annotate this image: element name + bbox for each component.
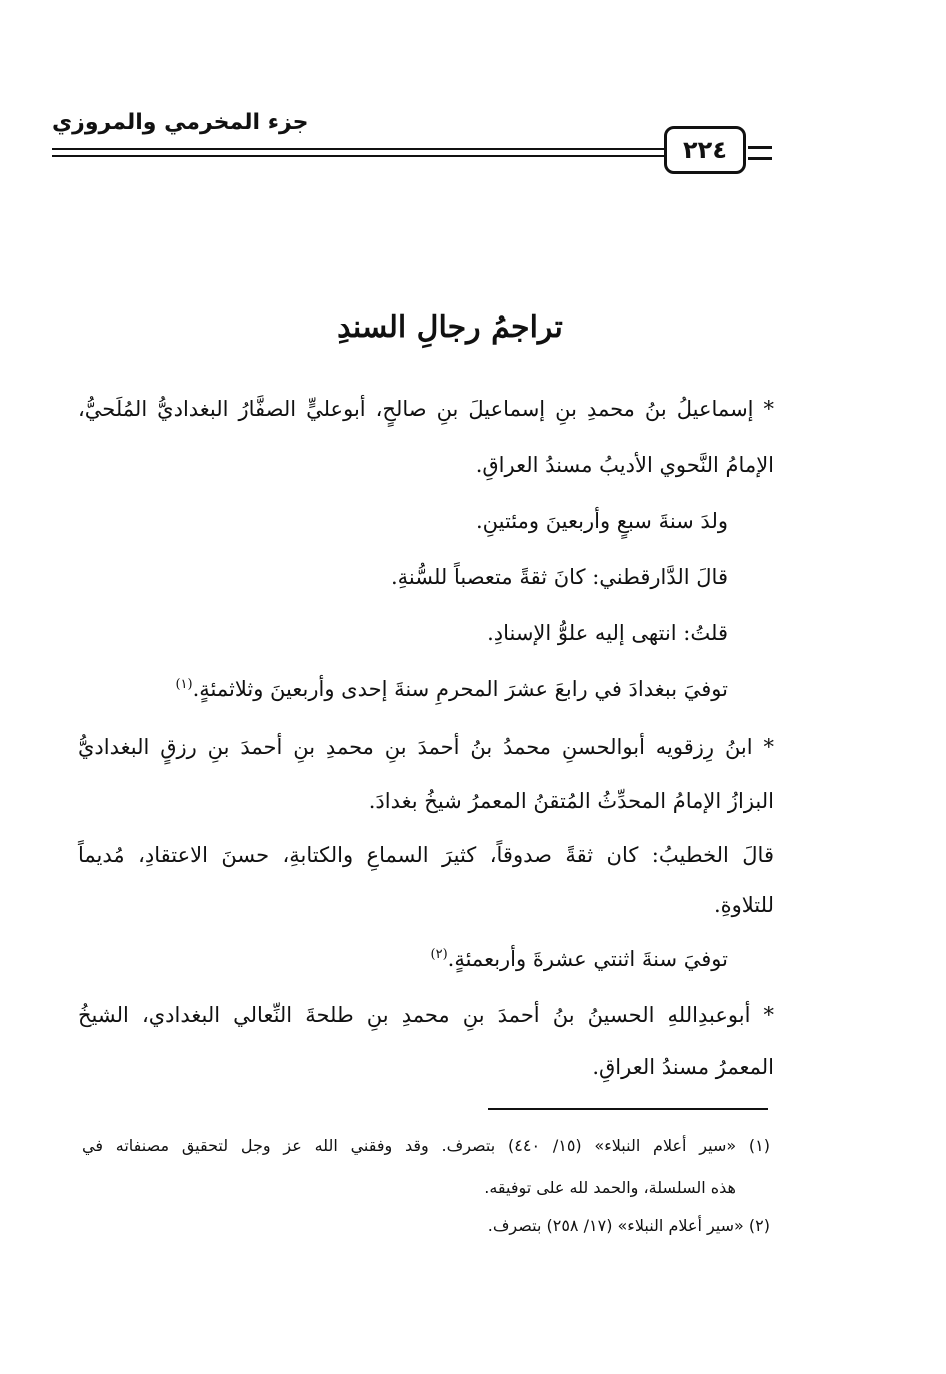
page-number: ٢٢٤ [664, 126, 746, 174]
body-line: قلتُ: انتهى إليه علوُّ الإسنادِ. [487, 621, 728, 645]
body-line: المعمرُ مسندُ العراقِ. [592, 1055, 774, 1079]
body-line: ولدَ سنةَ سبعٍ وأربعينَ ومئتينِ. [475, 509, 728, 533]
footnote-line: هذه السلسلة، والحمد لله على توفيقه. [484, 1178, 736, 1197]
body-line-with-note [431, 944, 728, 974]
header-rule-top [52, 148, 664, 150]
page-number-ornament-bottom [748, 157, 772, 160]
body-line: * ابنُ رِزقويه أبوالحسنِ محمدُ بنُ أحمدَ بنِ محمدِ بنِ أحمدَ بنِ رزقٍ البغداديُّ [78, 735, 774, 759]
footnote-ref: (١) [175, 677, 193, 692]
body-line: البزازُ الإمامُ المحدِّثُ المُتقنُ المعمرُ شيخُ بغدادَ. [368, 789, 774, 813]
body-line: توفيَ ببغدادَ في رابعَ عشرَ المحرمِ سنةَ إحدى وأربعينَ وثلاثمئةٍ. [192, 677, 728, 701]
footnote-ref: (٢) [430, 947, 448, 962]
footnote-line: (٢) «سير أعلام النبلاء» (١٧/ ٢٥٨) بتصرف. [487, 1216, 770, 1235]
body-line: * أبوعبدِاللهِ الحسينُ بنُ أحمدَ بنِ محمدِ بنِ طلحةَ النِّعالي البغدادي، الشيخُ [78, 1003, 774, 1027]
footnote-line: (١) «سير أعلام النبلاء» (١٥/ ٤٤٠) بتصرف. وقد وفقني الله عز وجل لتحقيق مصنفاته في [82, 1136, 771, 1155]
body-line: للتلاوةِ. [713, 893, 774, 917]
body-line: قالَ الدَّارقطني: كانَ ثقةً متعصباً للسُّنةِ. [390, 565, 728, 589]
body-line: قالَ الخطيبُ: كان ثقةً صدوقاً، كثيرَ السماعِ والكتابةِ، حسنَ الاعتقادِ، مُديماً [78, 843, 774, 867]
body-line: * إسماعيلُ بنُ محمدِ بنِ إسماعيلَ بنِ صالحٍ، أبوعليٍّ الصفَّارُ البغداديُّ المُلَحيُّ، [78, 397, 774, 421]
body-line: الإمامُ النَّحوي الأديبُ مسندُ العراقِ. [475, 453, 774, 477]
header-rule-bottom [52, 155, 664, 157]
section-title: تراجمُ رجالِ السندِ [337, 310, 563, 345]
body-line: توفيَ سنةَ اثنتي عشرةَ وأربعمئةٍ. [447, 947, 728, 971]
body-line-with-note [175, 674, 728, 704]
running-title: جزء المخرمي والمروزي [52, 110, 309, 135]
footnote-separator [488, 1108, 768, 1110]
page-number-ornament-top [748, 146, 772, 149]
